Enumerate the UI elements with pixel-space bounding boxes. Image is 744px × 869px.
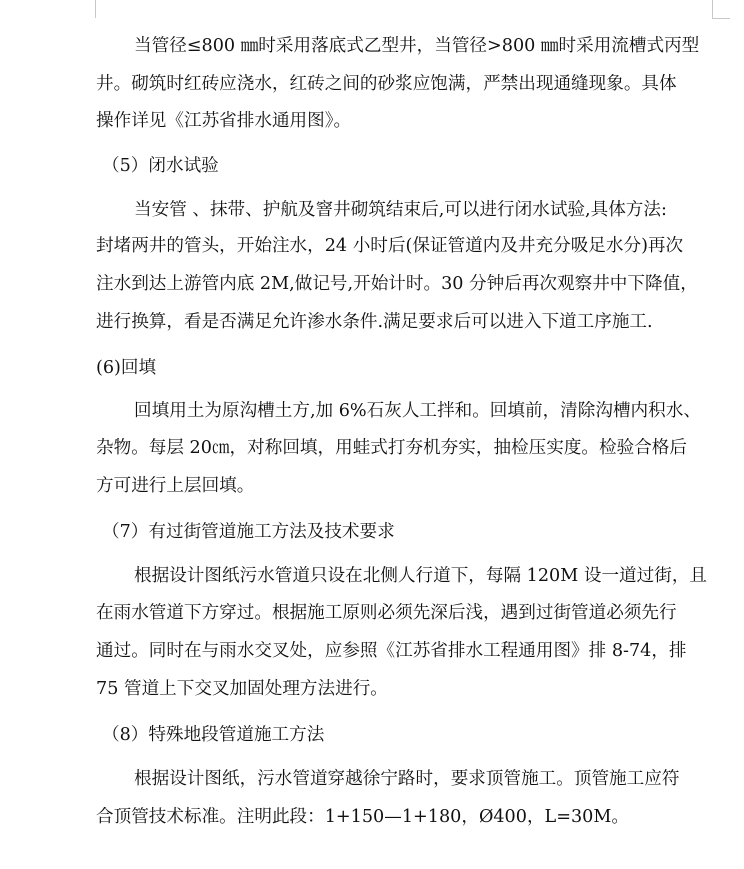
crop-mark-top-left <box>95 0 96 18</box>
section-heading: (6)回填 <box>96 358 157 378</box>
paragraph-line: 当管径≤800 ㎜时采用落底式乙型井，当管径>800 ㎜时采用流槽式丙型 <box>134 36 700 56</box>
paragraph-line: 注水到达上游管内底 2M,做记号,开始计时。30 分钟后再次观察井中下降值， <box>96 274 698 294</box>
paragraph-line: 根据设计图纸污水管道只设在北侧人行道下，每隔 120M 设一道过街，且 <box>134 566 708 586</box>
section-heading: （8）特殊地段管道施工方法 <box>102 725 325 745</box>
crop-mark-top-right <box>712 0 713 18</box>
paragraph-line: 在雨水管道下方穿过。根据施工原则必须先深后浅，遇到过街管道必须先行 <box>96 603 677 623</box>
paragraph-line: 封堵两井的管头，开始注水，24 小时后(保证管道内及井充分吸足水分)再次 <box>96 236 684 256</box>
paragraph-line: 操作详见《江苏省排水通用图》。 <box>96 111 352 131</box>
paragraph-line: 回填用土为原沟槽土方,加 6%石灰人工拌和。回填前，清除沟槽内积水、 <box>134 401 701 421</box>
paragraph-line: 进行换算，看是否满足允许渗水条件.满足要求后可以进入下道工序施工. <box>96 312 653 332</box>
paragraph-line: 杂物。每层 20㎝，对称回填，用蛙式打夯机夯实，抽检压实度。检验合格后 <box>96 438 687 458</box>
paragraph-line: 当安管 、抹带、护航及窨井砌筑结束后,可以进行闭水试验,具体方法: <box>134 200 667 220</box>
paragraph-line: 井。砌筑时红砖应浇水，红砖之间的砂浆应饱满，严禁出现通缝现象。具体 <box>96 74 677 94</box>
paragraph-line: 根据设计图纸，污水管道穿越徐宁路时，要求顶管施工。顶管施工应符 <box>134 769 680 789</box>
section-heading: （5）闭水试验 <box>102 156 219 176</box>
paragraph-line: 75 管道上下交叉加固处理方法进行。 <box>96 679 388 699</box>
paragraph-line: 方可进行上层回填。 <box>96 476 255 496</box>
crop-mark-top-right-h <box>712 18 730 19</box>
section-heading: （7）有过街管道施工方法及技术要求 <box>102 522 395 542</box>
paragraph-line: 合顶管技术标准。注明此段：1+150—1+180，Ø400，L=30M。 <box>96 807 629 827</box>
paragraph-line: 通过。同时在与雨水交叉处，应参照《江苏省排水工程通用图》排 8-74，排 <box>96 641 687 661</box>
